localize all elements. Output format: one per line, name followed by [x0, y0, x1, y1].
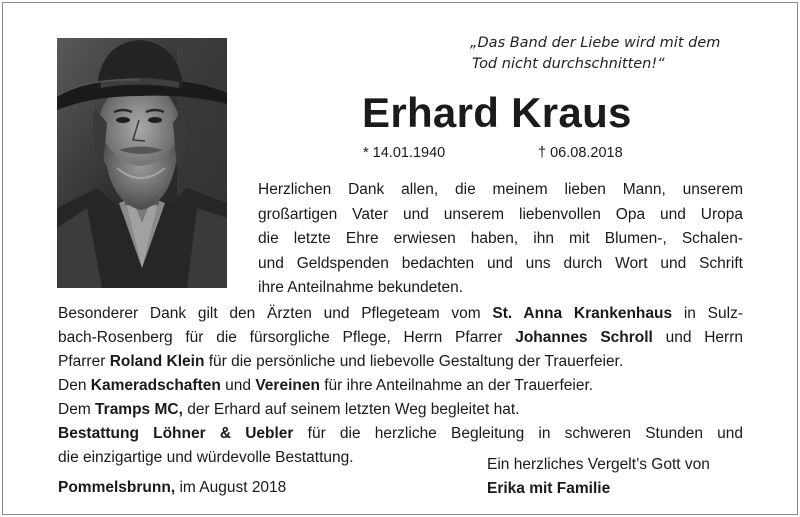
place-name: Pommelsbrunn, — [58, 479, 176, 496]
text-run: Pfarrer — [58, 353, 110, 370]
birth-date: * 14.01.1940 — [363, 145, 446, 161]
place-and-date — [58, 477, 286, 499]
memorial-quote — [470, 33, 770, 75]
thanks-line: großartigen Vater und unserem liebenvollen Opa und Uropa — [258, 205, 743, 223]
text-run: bach-Rosenberg für die fürsorgliche Pflege, Herrn Pfarrer — [58, 329, 516, 346]
group-name: Kameradschaften — [90, 377, 221, 394]
signature-block — [487, 453, 710, 501]
hospital-name: St. Anna Krankenhaus — [492, 305, 673, 322]
text-run: Den — [58, 377, 91, 394]
text-run: der Erhard auf seinem letzten Weg begleitet hat. — [182, 401, 520, 418]
deceased-name: Erhard Kraus — [362, 89, 632, 136]
closing-thanks: Ein herzliches Vergelt’s Gott von — [487, 456, 710, 473]
funeral-home-name: Bestattung Löhner & Uebler — [58, 425, 294, 442]
special-thanks-line — [58, 326, 743, 350]
text-run: Dem — [58, 401, 96, 418]
quote-line-2: Tod nicht durchschnitten!“ — [472, 56, 665, 72]
death-date: † 06.08.2018 — [538, 145, 623, 161]
special-thanks-line — [58, 398, 743, 422]
special-thanks-line — [58, 302, 743, 326]
text-run: Besonderer Dank gilt den Ärzten und Pflegeteam vom — [58, 305, 493, 322]
special-thanks-line — [58, 374, 743, 398]
text-run: in Sulz- — [672, 305, 743, 322]
portrait-photo — [57, 38, 227, 288]
thanks-line: Herzlichen Dank allen, die meinem lieben Mann, unserem — [258, 181, 743, 198]
special-thanks-line — [58, 422, 743, 446]
pastor-name: Roland Klein — [109, 353, 205, 370]
special-thanks-line: die einzigartige und würdevolle Bestattung. — [58, 449, 354, 466]
special-thanks-paragraph — [58, 302, 743, 470]
quote-line-1: „Das Band der Liebe wird mit dem — [470, 35, 721, 51]
thanks-line: die letzte Ehre erwiesen haben, ihn mit Blumen-, Schalen- — [258, 230, 743, 248]
thanks-paragraph — [258, 178, 743, 301]
text-run: und Herrn — [652, 329, 743, 346]
group-name: Vereinen — [255, 377, 320, 394]
thanks-line: ihre Anteilnahme bekundeten. — [258, 279, 464, 297]
text-run: für ihre Anteilnahme an der Trauerfeier. — [319, 377, 594, 394]
text-run: für die persönliche und liebevolle Gestaltung der Trauerfeier. — [204, 353, 624, 370]
text-run: und — [220, 377, 256, 394]
special-thanks-line — [58, 350, 743, 374]
pastor-name: Johannes Schroll — [515, 329, 653, 346]
date-text: im August 2018 — [175, 479, 287, 496]
thanks-line: und Geldspenden bedachten und uns durch Wort und Schrift — [258, 254, 743, 272]
signature-name: Erika mit Familie — [487, 480, 611, 497]
club-name: Tramps MC, — [95, 401, 183, 418]
text-run: für die herzliche Begleitung in schweren Stunden und — [293, 425, 743, 442]
